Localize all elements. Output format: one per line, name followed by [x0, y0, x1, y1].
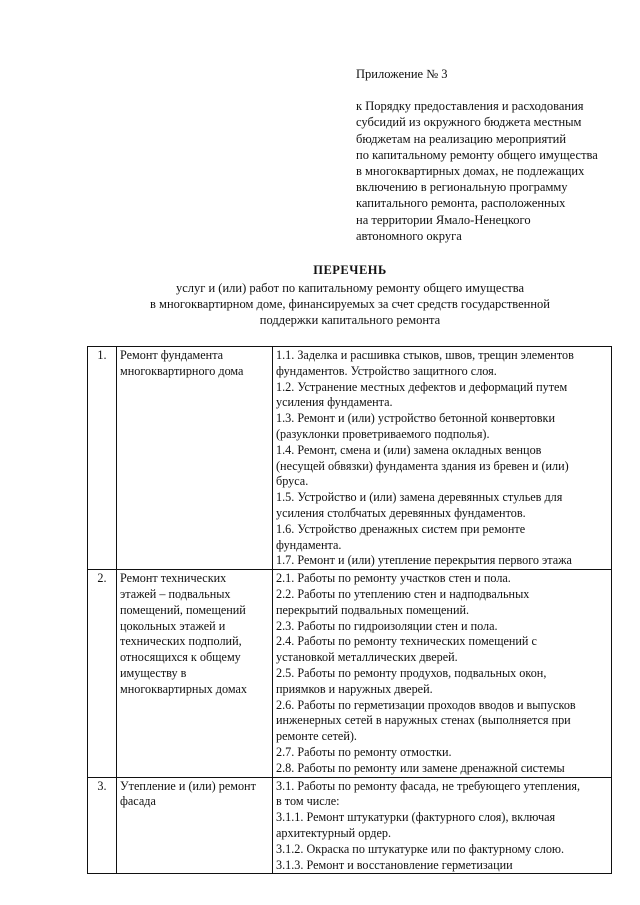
- appendix-line: капитального ремонта, расположенных: [356, 196, 566, 211]
- appendix-line: субсидий из окружного бюджета местным: [356, 115, 582, 130]
- document-title: ПЕРЕЧЕНЬ: [313, 263, 387, 277]
- document-subtitle-line: услуг и (или) работ по капитальному ремонту общего имущества: [175, 281, 525, 295]
- work-line: (разуклонки проветриваемого подполья).: [276, 426, 490, 441]
- work-line: архитектурный ордер.: [276, 825, 392, 840]
- table-row: [88, 347, 612, 570]
- table-row: [88, 570, 612, 777]
- work-line: 1.6. Устройство дренажных систем при ремонте: [276, 521, 526, 536]
- work-line: 3.1. Работы по ремонту фасада, не требующего утепления,: [276, 778, 581, 793]
- row-title-line: имуществу в: [120, 665, 187, 680]
- appendix-line: на территории Ямало-Ненецкого: [356, 212, 531, 227]
- row-title-line: многоквартирного дома: [120, 363, 244, 378]
- row-title-line: Ремонт фундамента: [120, 348, 224, 362]
- work-line: установкой металлических дверей.: [276, 650, 458, 665]
- work-line: 1.5. Устройство и (или) замена деревянных стульев для: [276, 490, 563, 505]
- work-line: 3.1.2. Окраска по штукатурке или по фактурному слою.: [276, 841, 565, 856]
- work-line: 1.7. Ремонт и (или) утепление перекрытия первого этажа: [276, 553, 572, 568]
- work-line: 2.6. Работы по герметизации проходов вводов и выпусков: [276, 697, 576, 712]
- work-line: 2.1. Работы по ремонту участков стен и пола.: [276, 571, 511, 586]
- work-line: 3.1.1. Ремонт штукатурки (фактурного слоя), включая: [276, 810, 556, 825]
- work-line: фундаментов. Устройство защитного слоя.: [276, 363, 497, 378]
- work-line: (несущей обвязки) фундамента здания из бревен и (или): [276, 458, 569, 473]
- appendix-title: Приложение № 3: [356, 67, 448, 81]
- row-title-line: технических подполий,: [120, 634, 242, 649]
- work-line: перекрытий подвальных помещений.: [276, 602, 470, 617]
- appendix-line: в многоквартирных домах, не подлежащих: [356, 164, 585, 179]
- row-title-line: этажей – подвальных: [120, 586, 231, 601]
- work-line: 2.3. Работы по гидроизоляции стен и пола.: [276, 618, 498, 633]
- work-line: 2.2. Работы по утеплению стен и надподвальных: [276, 586, 530, 601]
- row-title-line: помещений, помещений: [120, 602, 246, 617]
- appendix-line: включению в региональную программу: [356, 180, 568, 195]
- appendix-line: к Порядку предоставления и расходования: [356, 99, 584, 114]
- appendix-line: бюджетам на реализацию мероприятий: [356, 131, 567, 146]
- row-number: 2.: [88, 570, 117, 777]
- row-title-line: Ремонт технических: [120, 571, 227, 586]
- work-line: 1.3. Ремонт и (или) устройство бетонной конвертовки: [276, 411, 555, 426]
- row-works: [273, 777, 612, 874]
- table-row: [88, 777, 612, 874]
- work-line: 1.2. Устранение местных дефектов и деформаций путем: [276, 379, 568, 394]
- work-line: 2.4. Работы по ремонту технических помещений с: [276, 634, 537, 649]
- document-subtitle-line: поддержки капитального ремонта: [259, 313, 441, 327]
- work-line: усиления фундамента.: [276, 395, 393, 410]
- appendix-header: [356, 66, 626, 244]
- work-line: инженерных сетей в наружных стенах (выполняется при: [276, 713, 571, 728]
- works-table: [87, 346, 612, 874]
- work-line: ремонте сетей).: [276, 729, 357, 744]
- work-line: 2.5. Работы по ремонту продухов, подвальных окон,: [276, 665, 547, 680]
- document-heading: [0, 262, 640, 328]
- work-line: 2.8. Работы по ремонту или замене дренажной системы: [276, 760, 565, 775]
- row-title-line: цокольных этажей и: [120, 618, 226, 633]
- work-line: приямков и наружных дверей.: [276, 681, 433, 696]
- row-title-line: фасада: [120, 794, 156, 809]
- work-line: фундамента.: [276, 537, 342, 552]
- work-line: 3.1.3. Ремонт и восстановление герметизации: [276, 857, 513, 872]
- row-title-line: относящихся к общему: [120, 650, 241, 665]
- row-title: [117, 347, 273, 570]
- work-line: бруса.: [276, 474, 309, 489]
- work-line: 1.1. Заделка и расшивка стыков, швов, трещин элементов: [276, 348, 574, 362]
- row-works: [273, 570, 612, 777]
- row-number: 1.: [88, 347, 117, 570]
- document-subtitle-line: в многоквартирном доме, финансируемых за счет средств государственной: [150, 297, 550, 311]
- work-line: 2.7. Работы по ремонту отмостки.: [276, 744, 452, 759]
- row-works: [273, 347, 612, 570]
- row-title-line: Утепление и (или) ремонт: [120, 778, 256, 793]
- row-title: [117, 777, 273, 874]
- work-line: 1.4. Ремонт, смена и (или) замена окладных венцов: [276, 442, 542, 457]
- appendix-line: автономного округа: [356, 228, 462, 243]
- appendix-line: по капитальному ремонту общего имущества: [356, 147, 598, 162]
- row-title-line: многоквартирных домах: [120, 681, 247, 696]
- row-title: [117, 570, 273, 777]
- work-line: усиления столбчатых деревянных фундаментов.: [276, 505, 526, 520]
- work-line: в том числе:: [276, 794, 340, 809]
- row-number: 3.: [88, 777, 117, 874]
